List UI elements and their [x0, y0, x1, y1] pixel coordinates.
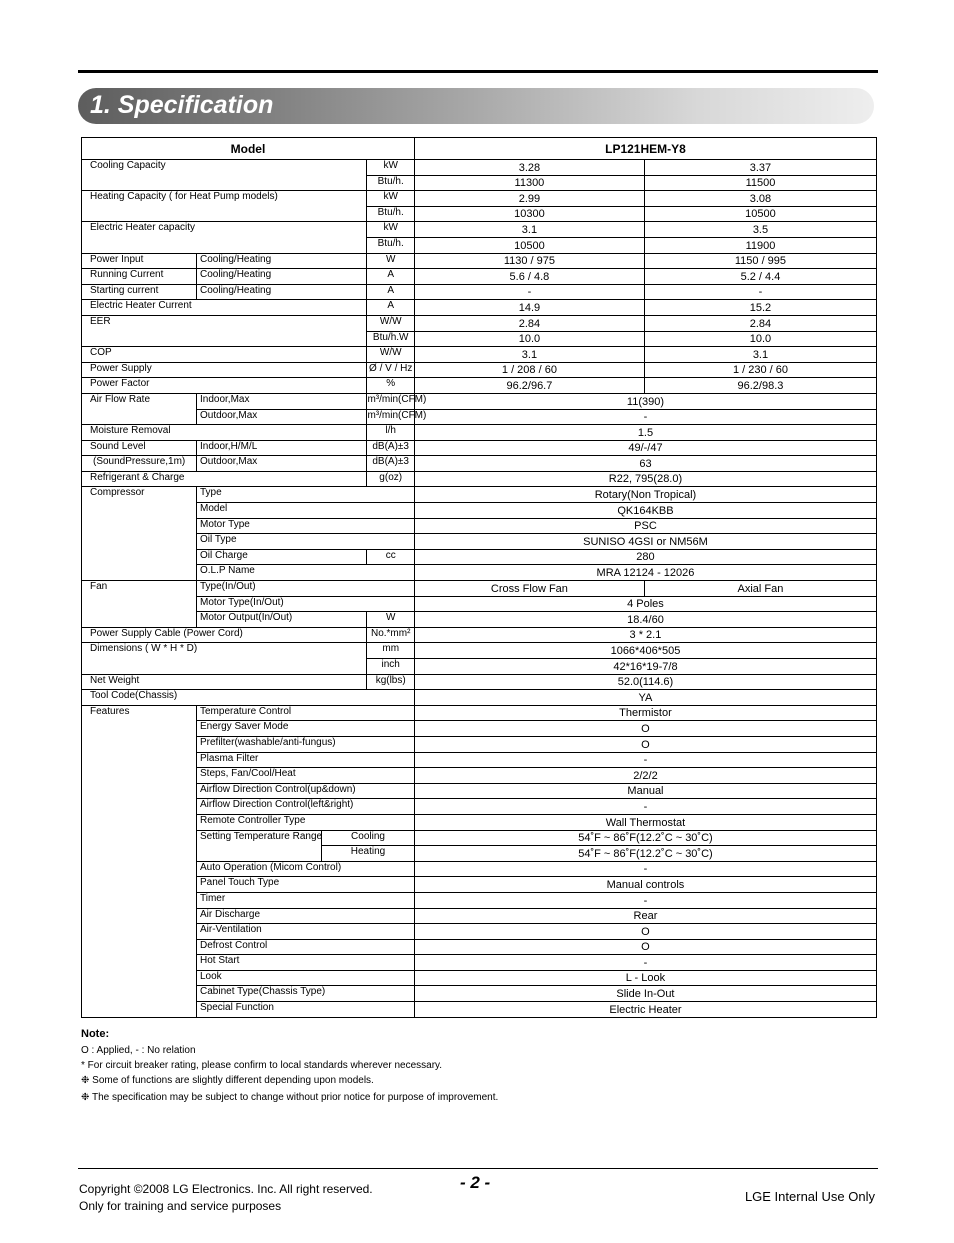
table-row: [82, 362, 877, 378]
table-row: [82, 393, 877, 409]
value-cell: 10.0: [414, 331, 644, 347]
feature-value: -: [414, 955, 876, 971]
value-cell: 3.1: [414, 222, 644, 238]
table-row: [82, 284, 877, 300]
unit-cell: Btu/h.: [367, 206, 414, 222]
row-label: Electric Heater capacity: [82, 222, 367, 253]
table-row: [82, 596, 877, 612]
value-cell: 63: [414, 456, 876, 472]
model-value-header: LP121HEM-Y8: [414, 138, 876, 160]
row-label: Compressor: [82, 487, 197, 581]
value-cell: 96.2/96.7: [414, 378, 644, 394]
feature-value: Electric Heater: [414, 1002, 876, 1018]
unit-cell: kg(lbs): [367, 674, 414, 690]
unit-cell: dB(A)±3: [367, 440, 414, 456]
row-label: Starting current: [82, 284, 197, 300]
row-label: Fan: [82, 581, 197, 628]
row-label: Power Supply Cable (Power Cord): [82, 627, 367, 643]
table-row: [82, 861, 877, 877]
sub-label: Indoor,H/M/L: [197, 440, 367, 456]
row-label: Electric Heater Current: [82, 300, 367, 316]
row-label: Air Flow Rate: [82, 393, 197, 424]
value-cell: 52.0(114.6): [414, 674, 876, 690]
table-row: [82, 736, 877, 752]
row-label: Sound Level: [82, 440, 197, 456]
feature-value: -: [414, 892, 876, 908]
table-row: [82, 908, 877, 924]
feature-label: Setting Temperature Range: [197, 830, 322, 861]
feature-value: Wall Thermostat: [414, 814, 876, 830]
table-row: [82, 222, 877, 238]
feature-label: Defrost Control: [197, 939, 415, 955]
feature-value: -: [414, 752, 876, 768]
unit-cell: kW: [367, 222, 414, 238]
sub-label: Motor Type(In/Out): [197, 596, 415, 612]
feature-value: Rear: [414, 908, 876, 924]
feature-label: Plasma Filter: [197, 752, 415, 768]
copyright-line: Copyright ©2008 LG Electronics. Inc. All right reserved.: [79, 1182, 373, 1196]
feature-value: O: [414, 939, 876, 955]
table-row: [82, 814, 877, 830]
unit-cell: g(oz): [367, 471, 414, 487]
value-cell: Cross Flow Fan: [414, 581, 644, 597]
row-label: Features: [82, 705, 197, 1017]
note-line: O : Applied, - : No relation: [81, 1045, 196, 1056]
notes-title: Note:: [81, 1028, 110, 1040]
feature-label: Air-Ventilation: [197, 924, 415, 940]
unit-cell: Btu/h.: [367, 175, 414, 191]
value-cell: 1066*406*505: [414, 643, 876, 659]
notes-section: [81, 1027, 498, 1105]
row-label: Net Weight: [82, 674, 367, 690]
feature-value: O: [414, 721, 876, 737]
unit-cell: %: [367, 378, 414, 394]
row-label: Running Current: [82, 269, 197, 285]
page-title: 1. Specification: [90, 91, 274, 119]
value-cell: 15.2: [644, 300, 876, 316]
value-cell: 1150 / 995: [644, 253, 876, 269]
value-cell: 1 / 208 / 60: [414, 362, 644, 378]
unit-cell: W: [367, 253, 414, 269]
value-cell: 11500: [644, 175, 876, 191]
value-cell: Axial Fan: [644, 581, 876, 597]
table-row: [82, 612, 877, 628]
feature-value: -: [414, 799, 876, 815]
table-row: [82, 456, 877, 472]
table-row: [82, 1002, 877, 1018]
table-row: [82, 643, 877, 659]
feature-value: 54˚F ~ 86˚F(12.2˚C ~ 30˚C): [414, 830, 876, 846]
table-row: [82, 409, 877, 425]
table-row: [82, 705, 877, 721]
feature-value: -: [414, 861, 876, 877]
unit-cell: No.*mm²: [367, 627, 414, 643]
section-title-bar: [78, 88, 874, 124]
value-cell: 1 / 230 / 60: [644, 362, 876, 378]
feature-value: Manual: [414, 783, 876, 799]
value-cell: YA: [414, 690, 876, 706]
bottom-rule: [78, 1168, 878, 1169]
value-cell: 11900: [644, 237, 876, 253]
table-row: [82, 269, 877, 285]
value-cell: 3 * 2.1: [414, 627, 876, 643]
table-row: [82, 534, 877, 550]
copyright: [79, 1181, 373, 1215]
feature-label: Auto Operation (Micom Control): [197, 861, 415, 877]
unit-cell: W/W: [367, 315, 414, 331]
internal-use-label: LGE Internal Use Only: [744, 1189, 875, 1204]
value-cell: 3.1: [414, 347, 644, 363]
value-cell: 3.08: [644, 191, 876, 207]
row-label: Moisture Removal: [82, 425, 367, 441]
sub-label: Oil Charge: [197, 549, 367, 565]
table-row: [82, 970, 877, 986]
value-cell: 1130 / 975: [414, 253, 644, 269]
value-cell: 49/-/47: [414, 440, 876, 456]
unit-cell: A: [367, 300, 414, 316]
row-label: Tool Code(Chassis): [82, 690, 415, 706]
feature-label: Timer: [197, 892, 415, 908]
note-line: ❉ The specification may be subject to change without prior notice for purpose of improvement.: [81, 1092, 499, 1103]
unit-cell: l/h: [367, 425, 414, 441]
unit-cell: A: [367, 284, 414, 300]
unit-cell: A: [367, 269, 414, 285]
feature-label: Airflow Direction Control(up&down): [197, 783, 415, 799]
page-number: - 2 -: [460, 1173, 491, 1192]
table-row: [82, 627, 877, 643]
value-cell: 10300: [414, 206, 644, 222]
table-row: [82, 191, 877, 207]
value-cell: 2.99: [414, 191, 644, 207]
table-row: [82, 315, 877, 331]
unit-cell: Btu/h.: [367, 237, 414, 253]
value-cell: SUNISO 4GSI or NM56M: [414, 534, 876, 550]
table-row: [82, 721, 877, 737]
note-line: ❉ Some of functions are slightly different depending upon models.: [81, 1075, 374, 1086]
table-row: [82, 440, 877, 456]
value-cell: 2.84: [644, 315, 876, 331]
value-cell: 42*16*19-7/8: [414, 659, 876, 675]
feature-label: Airflow Direction Control(left&right): [197, 799, 415, 815]
top-rule: [78, 70, 878, 73]
feature-label: Air Discharge: [197, 908, 415, 924]
unit-cell: m³/min(CFM): [367, 409, 414, 425]
table-row: [82, 877, 877, 893]
table-row: [82, 160, 877, 176]
row-label: Heating Capacity ( for Heat Pump models): [82, 191, 367, 222]
sub-label: Type: [197, 487, 415, 503]
value-cell: Rotary(Non Tropical): [414, 487, 876, 503]
value-cell: 3.5: [644, 222, 876, 238]
unit-cell: kW: [367, 191, 414, 207]
feature-value: Thermistor: [414, 705, 876, 721]
sub-label: Outdoor,Max: [197, 409, 367, 425]
table-row: [82, 503, 877, 519]
table-row: [82, 892, 877, 908]
table-row: [82, 425, 877, 441]
value-cell: 3.37: [644, 160, 876, 176]
feature-value: Slide In-Out: [414, 986, 876, 1002]
feature-label: Prefilter(washable/anti-fungus): [197, 736, 415, 752]
note-line: * For circuit breaker rating, please confirm to local standards wherever necessary.: [81, 1060, 443, 1071]
value-cell: 4 Poles: [414, 596, 876, 612]
unit-cell: m³/min(CFM): [367, 393, 414, 409]
table-row: [82, 986, 877, 1002]
unit-cell: W/W: [367, 347, 414, 363]
value-cell: 280: [414, 549, 876, 565]
table-row: [82, 347, 877, 363]
row-label: Power Factor: [82, 378, 367, 394]
table-row: [82, 924, 877, 940]
value-cell: -: [644, 284, 876, 300]
sub-label: Outdoor,Max: [197, 456, 367, 472]
value-cell: 3.1: [644, 347, 876, 363]
value-cell: 2.84: [414, 315, 644, 331]
value-cell: MRA 12124 - 12026: [414, 565, 876, 581]
unit-cell: mm: [367, 643, 414, 659]
feature-value: Manual controls: [414, 877, 876, 893]
feature-label: Panel Touch Type: [197, 877, 415, 893]
feature-value: L - Look: [414, 970, 876, 986]
value-cell: 18.4/60: [414, 612, 876, 628]
value-cell: 11300: [414, 175, 644, 191]
table-row: [82, 690, 877, 706]
table-row: [82, 955, 877, 971]
row-label: Power Supply: [82, 362, 367, 378]
value-cell: 96.2/98.3: [644, 378, 876, 394]
table-row: [82, 487, 877, 503]
table-row: [82, 549, 877, 565]
table-row: [82, 518, 877, 534]
feature-value: 2/2/2: [414, 768, 876, 784]
sub-label: Cooling/Heating: [197, 253, 367, 269]
table-row: [82, 471, 877, 487]
value-cell: 5.6 / 4.8: [414, 269, 644, 285]
row-label-continued: (SoundPressure,1m): [82, 456, 197, 472]
value-cell: -: [414, 284, 644, 300]
sub-label: Oil Type: [197, 534, 415, 550]
sub-label: O.L.P Name: [197, 565, 415, 581]
table-row: [82, 799, 877, 815]
unit-cell: kW: [367, 160, 414, 176]
unit-cell: W: [367, 612, 414, 628]
value-cell: QK164KBB: [414, 503, 876, 519]
table-row: [82, 581, 877, 597]
value-cell: 1.5: [414, 425, 876, 441]
sub-label: Type(In/Out): [197, 581, 415, 597]
model-header: Model: [82, 138, 415, 160]
value-cell: PSC: [414, 518, 876, 534]
table-row: [82, 300, 877, 316]
unit-cell: inch: [367, 659, 414, 675]
value-cell: 10.0: [644, 331, 876, 347]
sub-label: Cooling/Heating: [197, 284, 367, 300]
sub-label: Indoor,Max: [197, 393, 367, 409]
sub-label: Motor Type: [197, 518, 415, 534]
sub-label: Model: [197, 503, 415, 519]
table-row: [82, 565, 877, 581]
feature-label: Look: [197, 970, 415, 986]
table-row: [82, 752, 877, 768]
table-row: [82, 768, 877, 784]
row-label: EER: [82, 315, 367, 346]
feature-value: 54˚F ~ 86˚F(12.2˚C ~ 30˚C): [414, 846, 876, 862]
feature-value: O: [414, 736, 876, 752]
value-cell: 10500: [414, 237, 644, 253]
table-row: [82, 253, 877, 269]
sub-label: Heating: [322, 846, 415, 862]
unit-cell: Ø / V / Hz: [367, 362, 414, 378]
row-label: Dimensions ( W * H * D): [82, 643, 367, 674]
feature-label: Special Function: [197, 1002, 415, 1018]
row-label: Power Input: [82, 253, 197, 269]
feature-label: Temperature Control: [197, 705, 415, 721]
feature-label: Remote Controller Type: [197, 814, 415, 830]
value-cell: 5.2 / 4.4: [644, 269, 876, 285]
value-cell: 11(390): [414, 393, 876, 409]
feature-value: O: [414, 924, 876, 940]
value-cell: 14.9: [414, 300, 644, 316]
feature-label: Steps, Fan/Cool/Heat: [197, 768, 415, 784]
unit-cell: Btu/h.W: [367, 331, 414, 347]
copyright-line: Only for training and service purposes: [79, 1199, 282, 1213]
table-row: [82, 783, 877, 799]
row-label: COP: [82, 347, 367, 363]
sub-label: Motor Output(In/Out): [197, 612, 367, 628]
sub-label: Cooling: [322, 830, 415, 846]
row-label: Cooling Capacity: [82, 160, 367, 191]
feature-label: Cabinet Type(Chassis Type): [197, 986, 415, 1002]
table-row: [82, 378, 877, 394]
value-cell: 3.28: [414, 160, 644, 176]
specification-table: [81, 137, 877, 1018]
unit-cell: cc: [367, 549, 414, 565]
table-row: [82, 830, 877, 846]
value-cell: -: [414, 409, 876, 425]
value-cell: R22, 795(28.0): [414, 471, 876, 487]
table-header-row: [82, 138, 877, 160]
table-row: [82, 674, 877, 690]
feature-label: Hot Start: [197, 955, 415, 971]
value-cell: 10500: [644, 206, 876, 222]
unit-cell: dB(A)±3: [367, 456, 414, 472]
feature-label: Energy Saver Mode: [197, 721, 415, 737]
sub-label: Cooling/Heating: [197, 269, 367, 285]
table-row: [82, 939, 877, 955]
row-label: Refrigerant & Charge: [82, 471, 367, 487]
